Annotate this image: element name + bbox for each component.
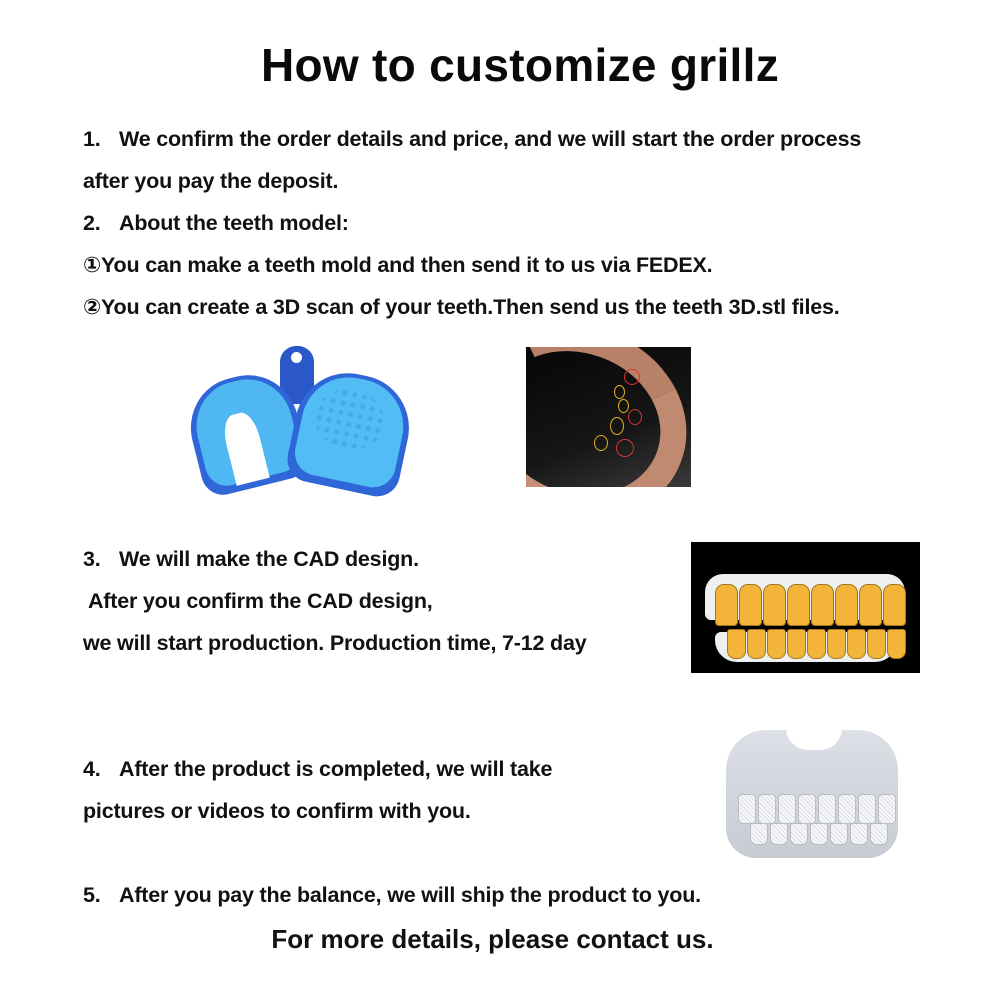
step-4-number: 4. [83, 757, 101, 781]
step-3-line-2: After you confirm the CAD design, [83, 589, 433, 613]
contact-footer: For more details, please contact us. [271, 924, 714, 954]
step-5-number: 5. [83, 883, 101, 907]
step-4-line-2: pictures or videos to confirm with you. [83, 799, 471, 823]
step-3-text: We will make the CAD design. [119, 547, 419, 571]
step-2-option-2: ②You can create a 3D scan of your teeth.Then send us the teeth 3D.stl files. [83, 295, 840, 319]
step-1-line-1 [83, 127, 861, 152]
teeth-mold-image [186, 346, 416, 502]
step-1-text: We confirm the order details and price, and we will start the order process [119, 127, 862, 151]
scan-marker-yellow [614, 385, 625, 399]
scan-marker-yellow [610, 417, 624, 435]
cad-design-image [691, 542, 920, 673]
step-2-option-1: ①You can make a teeth mold and then send it to us via FEDEX. [83, 253, 713, 277]
step-3-line-3: we will start production. Production time, 7-12 day [83, 631, 587, 655]
step-3-number: 3. [83, 547, 101, 571]
scan-arch [526, 347, 691, 487]
lower-gold-teeth [727, 629, 906, 659]
page-title: How to customize grillz [260, 39, 780, 91]
lower-iced-teeth [750, 823, 888, 845]
scan-marker-red [628, 409, 642, 425]
scan-marker-red [616, 439, 634, 457]
upper-gold-teeth [715, 584, 906, 626]
step-2-text: About the teeth model: [119, 211, 349, 235]
scan-marker-red [624, 369, 640, 385]
teeth-3d-scan-image [526, 347, 691, 487]
upper-iced-teeth [738, 794, 896, 824]
scan-marker-yellow [618, 399, 629, 413]
finished-grillz-image [718, 722, 908, 864]
step-4-text: After the product is completed, we will take [119, 757, 553, 781]
step-1-line-2: after you pay the deposit. [83, 169, 339, 193]
step-5-text: After you pay the balance, we will ship the product to you. [119, 883, 701, 907]
step-3-line-1 [83, 547, 419, 572]
step-1-number: 1. [83, 127, 101, 151]
step-5-line-1 [83, 883, 701, 908]
step-4-line-1 [83, 757, 552, 782]
step-2-heading [83, 211, 349, 236]
scan-marker-yellow [594, 435, 608, 451]
step-2-number: 2. [83, 211, 101, 235]
